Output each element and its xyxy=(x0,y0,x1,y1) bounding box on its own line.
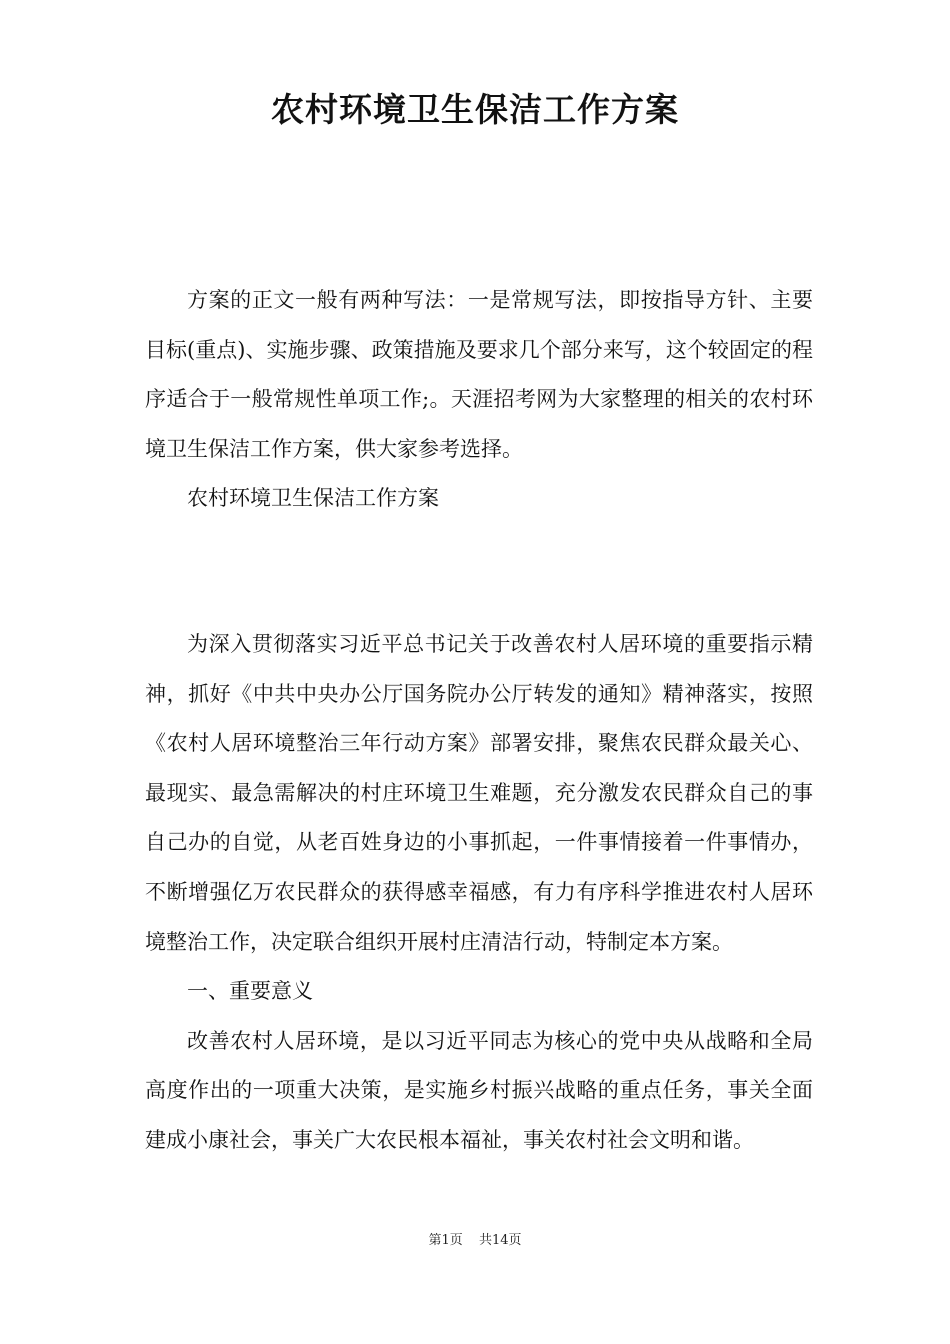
section-paragraph: 改善农村人居环境，是以习近平同志为核心的党中央从战略和全局高度作出的一项重大决策，是实施乡村振兴战略的重点任务，事关全面建成小康社会，事关广大农民根本福祉，事关农村社会文明和谐。 xyxy=(145,1028,813,1152)
main-section xyxy=(145,620,813,1166)
page-footer xyxy=(0,1232,950,1250)
subtitle-line: 农村环境卫生保洁工作方案 xyxy=(187,486,439,511)
current-page-number: 第1页 xyxy=(428,1233,463,1248)
section-heading: 一、重要意义 xyxy=(187,979,313,1004)
total-page-count: 共14页 xyxy=(478,1233,522,1248)
intro-section xyxy=(145,276,813,524)
main-paragraph: 为深入贯彻落实习近平总书记关于改善农村人居环境的重要指示精神，抓好《中共中央办公厅国务院办公厅转发的通知》精神落实，按照《农村人居环境整治三年行动方案》部署安排，聚焦农民群众最关心、最现实、最急需解决的村庄环境卫生难题，充分激发农民群众自己的事自己办的自觉，从老百姓身边的小事抓起，一件事情接着一件事情办，不断增强亿万农民群众的获得感幸福感，有力有序科学推进农村人居环境整治工作，决定联合组织开展村庄清洁行动，特制定本方案。 xyxy=(145,632,813,954)
document-title: 农村环境卫生保洁工作方案 xyxy=(271,90,679,129)
intro-paragraph: 方案的正文一般有两种写法：一是常规写法，即按指导方针、主要目标(重点)、实施步骤、政策措施及要求几个部分来写，这个较固定的程序适合于一般常规性单项工作;。天涯招考网为大家整理的相关的农村环境卫生保洁工作方案，供大家参考选择。 xyxy=(145,288,813,461)
